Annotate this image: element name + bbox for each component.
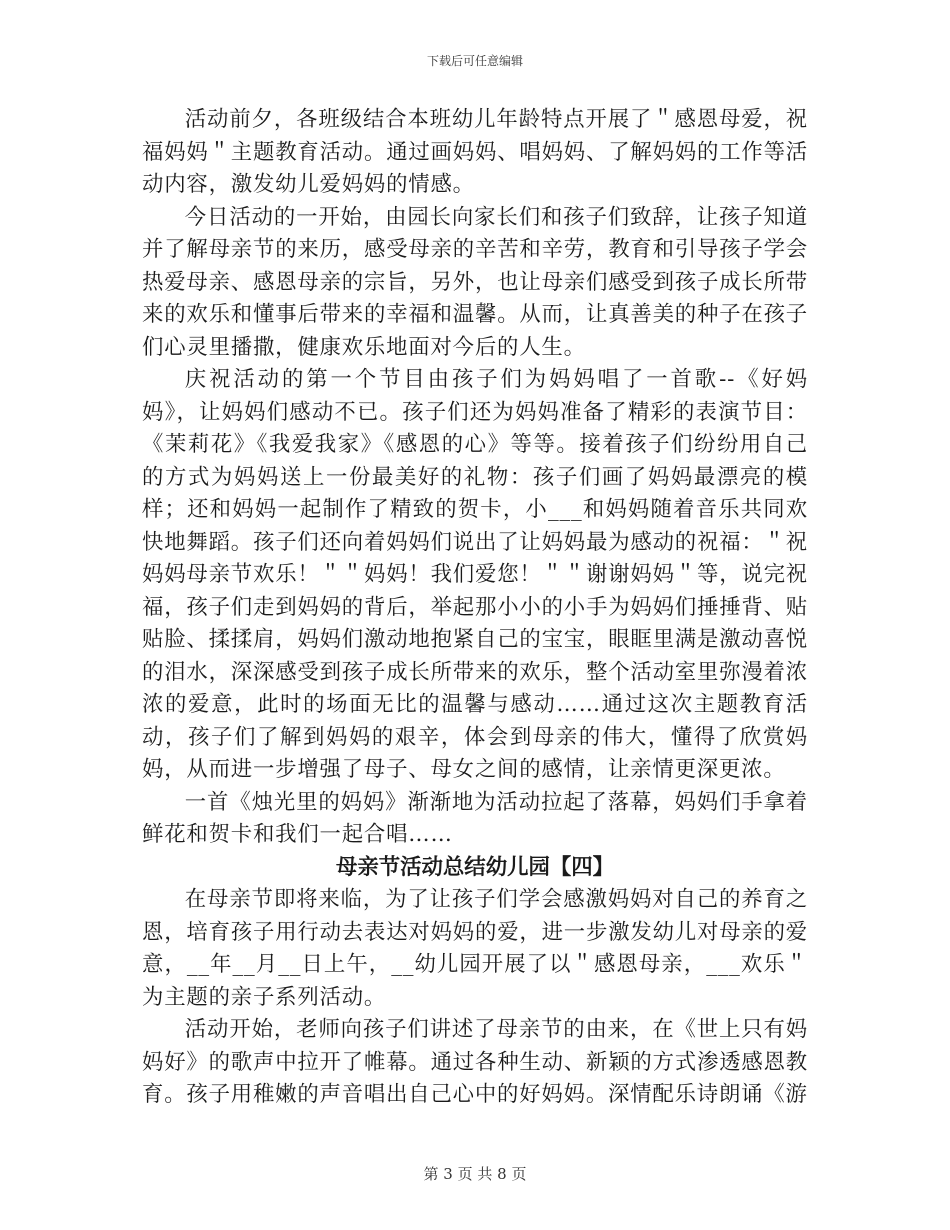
paragraph: 今日活动的一开始，由园长向家长们和孩子们致辞，让孩子知道并了解母亲节的来历，感受母亲的辛苦和辛劳，教育和引导孩子学会热爱母亲、感恩母亲的宗旨，另外，也让母亲们感受到孩子成长所带来的欢乐和懂事后带来的幸福和温馨。从而，让真善美的种子在孩子们心灵里播撒，健康欢乐地面对今后的人生。: [142, 204, 808, 360]
page-header: 下载后可任意编辑: [426, 54, 523, 68]
paragraph: 活动前夕，各班级结合本班幼儿年龄特点开展了＂感恩母爱，祝福妈妈＂主题教育活动。通过画妈妈、唱妈妈、了解妈妈的工作等活动内容，激发幼儿爱妈妈的情感。: [142, 107, 808, 197]
paragraph: 一首《烛光里的妈妈》渐渐地为活动拉起了落幕，妈妈们手拿着鲜花和贺卡和我们一起合唱……: [142, 789, 808, 847]
paragraph: 活动开始，老师向孩子们讲述了母亲节的由来，在《世上只有妈妈好》的歌声中拉开了帷幕。通过各种生动、新颖的方式渗透感恩教育。孩子用稚嫩的声音唱出自己心中的好妈妈。深情配乐诗朗诵《游: [142, 1017, 808, 1107]
paragraph: 在母亲节即将来临，为了让孩子们学会感激妈妈对自己的养育之恩，培育孩子用行动去表达对妈妈的爱，进一步激发幼儿对母亲的爱意，__年__月__日上午，__幼儿园开展了以＂感恩母亲，___欢乐＂为主题的亲子系列活动。: [142, 887, 808, 1010]
page-footer: 第 3 页 共 8 页: [423, 1165, 527, 1183]
document-body: [142, 104, 808, 1112]
section-title: 母亲节活动总结幼儿园【四】: [335, 854, 615, 880]
paragraph: 庆祝活动的第一个节目由孩子们为妈妈唱了一首歌--《好妈妈》，让妈妈们感动不已。孩子们还为妈妈准备了精彩的表演节目：《茉莉花》《我爱我家》《感恩的心》等等。接着孩子们纷纷用自己的方式为妈妈送上一份最美好的礼物：孩子们画了妈妈最漂亮的模样；还和妈妈一起制作了精致的贺卡，小___和妈妈随着音乐共同欢快地舞蹈。孩子们还向着妈妈们说出了让妈妈最为感动的祝福：＂祝妈妈母亲节欢乐！＂＂妈妈！我们爱您！＂＂谢谢妈妈＂等，说完祝福，孩子们走到妈妈的背后，举起那小小的小手为妈妈们捶捶背、贴贴脸、揉揉肩，妈妈们激动地抱紧自己的宝宝，眼眶里满是激动喜悦的泪水，深深感受到孩子成长所带来的欢乐，整个活动室里弥漫着浓浓的爱意，此时的场面无比的温馨与感动……通过这次主题教育活动，孩子们了解到妈妈的艰辛，体会到母亲的伟大，懂得了欣赏妈妈，从而进一步增强了母子、母女之间的感情，让亲情更深更浓。: [142, 367, 808, 782]
